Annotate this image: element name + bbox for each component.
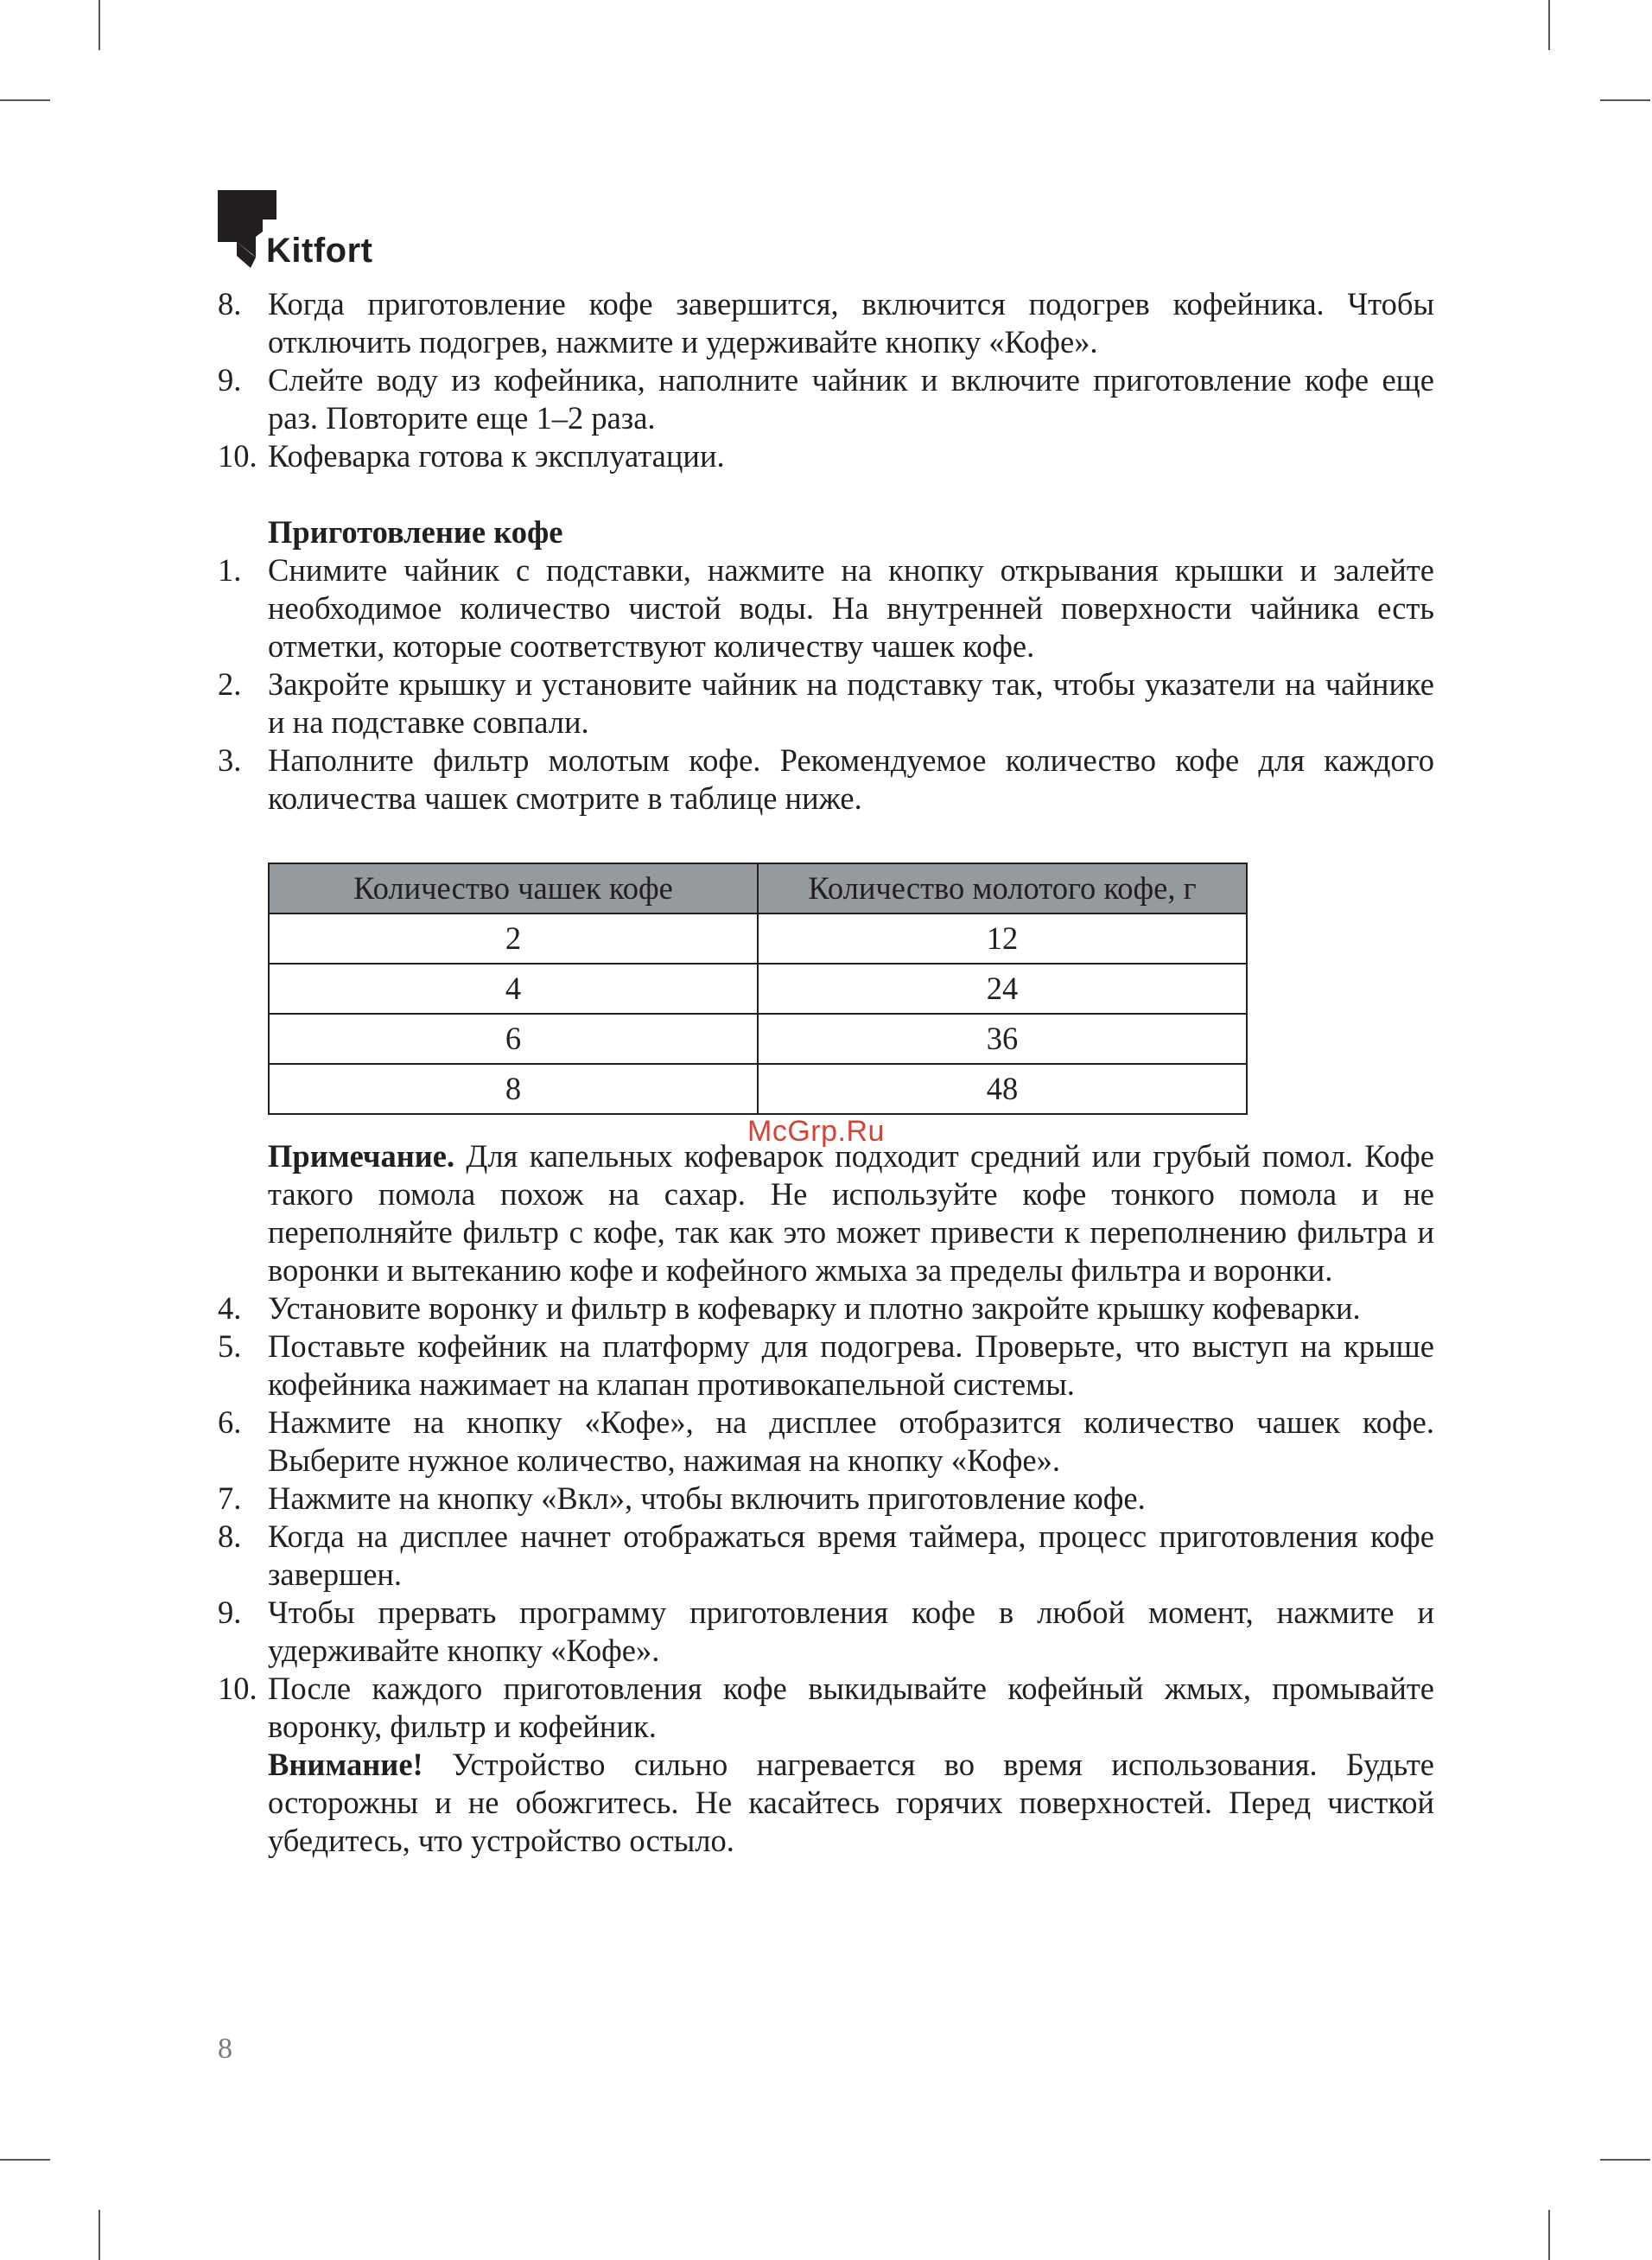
list-item: 8. Когда приготовление кофе завершится, включится подогрев кофейника. Чтобы отключить подогрев, нажмите и удерживайте кнопку «Кофе».: [218, 286, 1434, 360]
crop-mark: [0, 2159, 50, 2161]
list-item: 1. Снимите чайник с подставки, нажмите на кнопку открывания крышки и залейте необходимое количество чистой воды. На внутренней поверхности чайника есть отметки, которые соответствуют количеству чашек кофе.: [218, 552, 1434, 664]
list-item: 9. Чтобы прервать программу приготовления кофе в любой момент, нажмите и удерживайте кнопку «Кофе».: [218, 1595, 1434, 1668]
table-row: [269, 914, 1247, 964]
table-cell: 6: [269, 1014, 758, 1064]
list-item: 9. Слейте воду из кофейника, наполните чайник и включите приготовление кофе еще раз. Повторите еще 1–2 раза.: [218, 362, 1434, 436]
section-heading: Приготовление кофе: [268, 514, 563, 550]
table-row: [269, 1014, 1247, 1064]
note-label: Примечание.: [268, 1138, 455, 1174]
table-cell: 12: [758, 914, 1247, 964]
table-cell: 4: [269, 964, 758, 1014]
list-item: 3. Наполните фильтр молотым кофе. Рекомендуемое количество кофе для каждого количества чашек смотрите в таблице ниже.: [218, 742, 1434, 816]
steps-list: [216, 1289, 1434, 1746]
crop-mark: [0, 99, 50, 101]
crop-mark: [1600, 2159, 1650, 2161]
table-header-cell: Количество молотого кофе, г: [758, 863, 1247, 914]
table-header-cell: Количество чашек кофе: [269, 863, 758, 914]
list-item: 5. Поставьте кофейник на платформу для подогрева. Проверьте, что выступ на крыше кофейника нажимает на клапан противокапельной системы.: [218, 1328, 1434, 1402]
note-paragraph: [216, 1137, 1434, 1289]
watermark: McGrp.Ru: [747, 1115, 885, 1148]
list-item: 6. Нажмите на кнопку «Кофе», на дисплее отобразится количество чашек кофе. Выберите нужное количество, нажимая на кнопку «Кофе».: [218, 1404, 1434, 1478]
crop-mark: [1548, 2210, 1550, 2260]
table-cell: 24: [758, 964, 1247, 1014]
note-text: Для капельных кофеварок подходит средний или грубый помол. Кофе такого помола похож на сахар. Не используйте кофе тонкого помола и не переполняйте фильтр с кофе, так как это может привести к переполнению фильтра и воронки и вытеканию кофе и кофейного жмыха за пределы фильтра и воронки.: [268, 1138, 1434, 1288]
warning-paragraph: [216, 1746, 1434, 1860]
list-item: 4. Установите воронку и фильтр в кофеварку и плотно закройте крышку кофеварки.: [218, 1290, 1361, 1326]
steps-list: [216, 551, 1434, 818]
page-content: [216, 285, 1434, 1860]
table-cell: 48: [758, 1064, 1247, 1114]
table-row: [269, 1064, 1247, 1114]
list-item: 10. После каждого приготовления кофе выкидывайте кофейный жмых, промывайте воронку, фильтр и кофейник.: [218, 1671, 1434, 1744]
list-item: 7. Нажмите на кнопку «Вкл», чтобы включить приготовление кофе.: [218, 1480, 1146, 1516]
table-cell: 2: [269, 914, 758, 964]
crop-mark: [1548, 0, 1550, 50]
crop-mark: [1600, 99, 1650, 101]
list-item: 10. Кофеварка готова к эксплуатации.: [218, 438, 725, 474]
list-item: 2. Закройте крышку и установите чайник на подставку так, чтобы указатели на чайнике и на подставке совпали.: [218, 666, 1434, 740]
table-header-row: [269, 863, 1247, 914]
table-cell: 36: [758, 1014, 1247, 1064]
brand-logo: [216, 188, 389, 275]
intro-steps: [216, 285, 1434, 475]
coffee-amount-table: [268, 863, 1248, 1115]
brand-name: Kitfort: [266, 232, 373, 270]
crop-mark: [98, 2210, 100, 2260]
warning-label: Внимание!: [268, 1747, 423, 1782]
list-item: 8. Когда на дисплее начнет отображаться время таймера, процесс приготовления кофе завершен.: [218, 1518, 1434, 1592]
crop-mark: [98, 0, 100, 50]
table-row: [269, 964, 1247, 1014]
table-cell: 8: [269, 1064, 758, 1114]
page-number: 8: [218, 2033, 232, 2065]
warning-text: Устройство сильно нагревается во время использования. Будьте осторожны и не обожгитесь. Не касайтесь горячих поверхностей. Перед чисткой убедитесь, что устройство остыло.: [268, 1747, 1434, 1858]
